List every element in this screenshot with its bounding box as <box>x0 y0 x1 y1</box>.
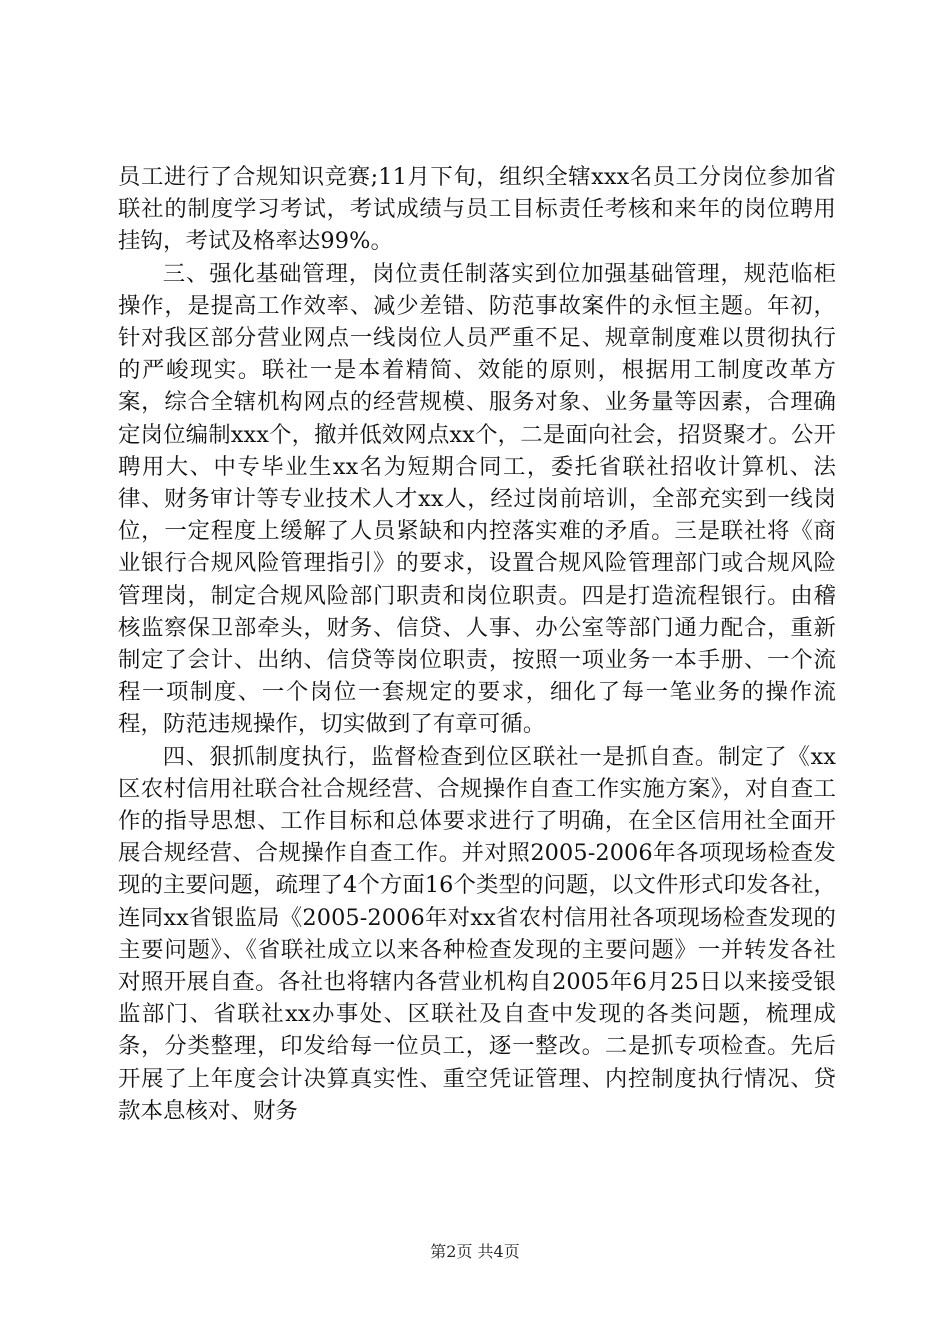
paragraph-section-four: 四、狠抓制度执行，监督检查到位区联社一是抓自查。制定了《xx区农村信用社联合社合规经营、合规操作自查工作实施方案》，对自查工作的指导思想、工作目标和总体要求进行了明确，在全区信用社全面开展合规经营、合规操作自查工作。并对照2005-2006年各项现场检查发现的主要问题，疏理了4个方面16个类型的问题，以文件形式印发各社，连同xx省银监局《2005-2006年对xx省农村信用社各项现场检查发现的主要问题》、《省联社成立以来各种检查发现的主要问题》一并转发各社对照开展自查。各社也将辖内各营业机构自2005年6月25日以来接受银监部门、省联社xx办事处、区联社及自查中发现的各类问题，梳理成条，分类整理，印发给每一位员工，逐一整改。二是抓专项检查。先后开展了上年度会计决算真实性、重空凭证管理、内控制度执行情况、贷款本息核对、财务 <box>118 743 836 1124</box>
paragraph-section-three: 三、强化基础管理，岗位责任制落实到位加强基础管理，规范临柜操作，是提高工作效率、减少差错、防范事故案件的永恒主题。年初，针对我区部分营业网点一线岗位人员严重不足、规章制度难以贯彻执行的严峻现实。联社一是本着精简、效能的原则，根据用工制度改革方案，综合全辖机构网点的经营规模、服务对象、业务量等因素，合理确定岗位编制xxx个，撤并低效网点xx个，二是面向社会，招贤聚才。公开聘用大、中专毕业生xx名为短期合同工，委托省联社招收计算机、法律、财务审计等专业技术人才xx人，经过岗前培训，全部充实到一线岗位，一定程度上缓解了人员紧缺和内控落实难的矛盾。三是联社将《商业银行合规风险管理指引》的要求，设置合规风险管理部门或合规风险管理岗，制定合规风险部门职责和岗位职责。四是打造流程银行。由稽核监察保卫部牵头，财务、信贷、人事、办公室等部门通力配合，重新制定了会计、出纳、信贷等岗位职责，按照一项业务一本手册、一个流程一项制度、一个岗位一套规定的要求，细化了每一笔业务的操作流程，防范违规操作，切实做到了有章可循。 <box>118 260 836 738</box>
paragraph-continuation: 员工进行了合规知识竞赛;11月下旬，组织全辖xxx名员工分岗位参加省联社的制度学习考试，考试成绩与员工目标责任考核和来年的岗位聘用挂钩，考试及格率达99%。 <box>118 164 836 255</box>
page-footer <box>0 1242 950 1262</box>
document-body <box>118 161 836 1127</box>
page-number-label: 第2页 共4页 <box>430 1242 520 1261</box>
